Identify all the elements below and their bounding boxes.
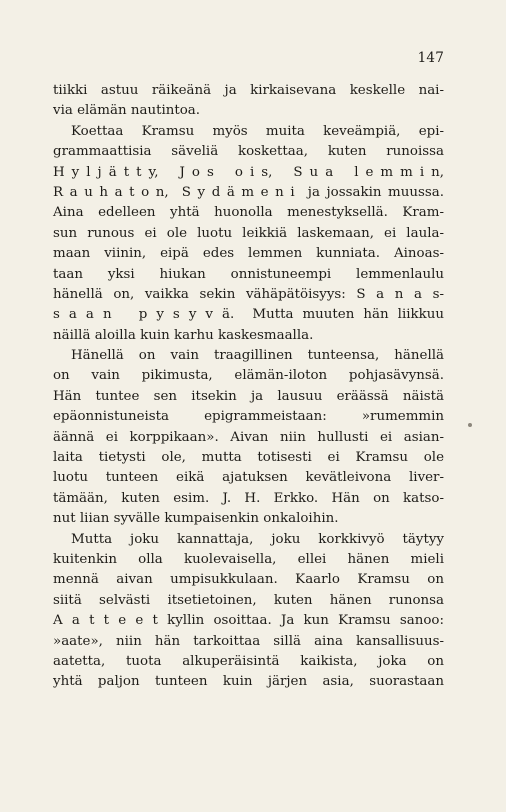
text-line: aatetta, tuota alkuperäisintä kaikista, joka on xyxy=(53,653,444,669)
text-line: tämään, kuten esim. J. H. Erkko. Hän on katso- xyxy=(53,490,444,506)
text-line: nut liian syvälle kumpaisenkin onkaloihin. xyxy=(53,511,339,527)
paragraph-first-line: Mutta joku kannattaja, joku korkkivyö täytyy xyxy=(71,531,444,547)
text-line: kuitenkin olla kuolevaisella, ellei hänen mieli xyxy=(53,551,444,567)
text-line: luotu tunteen eikä ajatuksen kevätleivona liver- xyxy=(53,470,444,486)
text-line: on vain pikimusta, elämän-iloton pohjasävynsä. xyxy=(53,368,444,384)
text-line: äännä ei korppikaan». Aivan niin hullusti ei asian- xyxy=(53,429,444,445)
text-line: tiikki astuu räikeänä ja kirkaisevana keskelle nai- xyxy=(53,83,444,98)
text-line: taan yksi hiukan onnistuneempi lemmenlaulu xyxy=(53,266,444,282)
text-line: yhtä paljon tunteen kuin järjen asia, suorastaan xyxy=(53,674,444,690)
text-line-spaced: H y l j ä t t y, J o s o i s, S u a l e m m i n, xyxy=(53,164,444,180)
text-line: via elämän nautintoa. xyxy=(53,103,201,119)
text-line: näillä aloilla kuin karhu kaskesmaalla. xyxy=(53,327,314,343)
page-number: 147 xyxy=(417,50,444,66)
body-text xyxy=(53,81,444,693)
paragraph-first-line: Hänellä on vain traagillinen tunteensa, hänellä xyxy=(71,348,444,364)
text-line: maan viinin, eipä edes lemmen kunniata. Ainoas- xyxy=(53,246,444,262)
text-line: Hän tuntee sen itsekin ja lausuu eräässä näistä xyxy=(53,388,444,404)
text-line: »aate», niin hän tarkoittaa sillä aina kansallisuus- xyxy=(53,633,444,649)
text-line: sun runous ei ole luotu leikkiä laskemaan, ei laula- xyxy=(53,225,444,241)
text-line: siitä selvästi itsetietoinen, kuten hänen runonsa xyxy=(53,592,444,608)
text-line-spaced: s a a n p y s y v ä. Mutta muuten hän liikkuu xyxy=(53,307,444,323)
text-line: mennä aivan umpisukkulaan. Kaarlo Kramsu on xyxy=(53,572,444,588)
paragraph-first-line: Koettaa Kramsu myös muita keveämpiä, epi- xyxy=(71,123,444,139)
text-line-spaced: R a u h a t o n, S y d ä m e n i ja jossakin muussa. xyxy=(53,184,444,200)
text-line-spaced: A a t t e e t kyllin osoittaa. Ja kun Kramsu sanoo: xyxy=(53,613,444,629)
text-line: laita tietysti ole, mutta totisesti ei Kramsu ole xyxy=(53,450,444,466)
text-line: epäonnistuneista epigrammeistaan: »rumemmin xyxy=(53,409,444,425)
text-line: grammaattisia säveliä koskettaa, kuten runoissa xyxy=(53,144,444,160)
text-line: Aina edelleen yhtä huonolla menestyksellä. Kram- xyxy=(53,205,444,221)
text-line-spaced: hänellä on, vaikka sekin vähäpätöisyys: S a n a s- xyxy=(53,286,444,302)
margin-speck xyxy=(468,423,472,427)
